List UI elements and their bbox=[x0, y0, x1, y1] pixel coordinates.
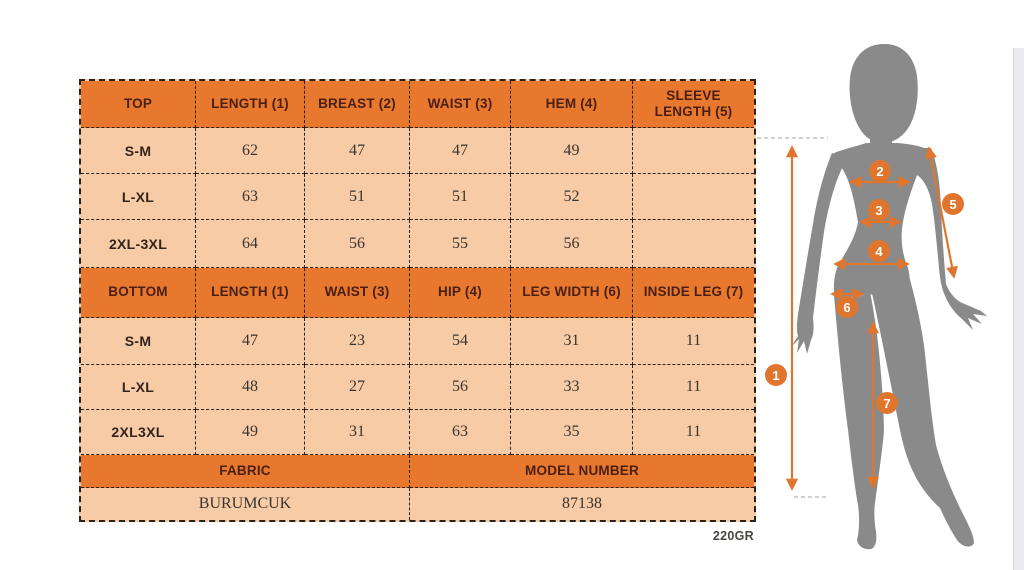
size-cell: S-M bbox=[81, 128, 196, 174]
value-cell: 23 bbox=[305, 318, 410, 365]
value-cell: 31 bbox=[305, 410, 410, 455]
top-header-hem: HEM (4) bbox=[511, 81, 633, 128]
value-cell: 49 bbox=[196, 410, 305, 455]
value-cell: 27 bbox=[305, 365, 410, 410]
model-number-header: MODEL NUMBER bbox=[410, 455, 754, 488]
value-cell: 31 bbox=[511, 318, 633, 365]
value-cell: 11 bbox=[633, 365, 754, 410]
value-cell: 56 bbox=[305, 220, 410, 268]
measure-marker-7: 7 bbox=[876, 392, 898, 414]
female-silhouette bbox=[791, 44, 987, 549]
value-cell-empty bbox=[633, 174, 754, 220]
bottom-header-legwidth: LEG WIDTH (6) bbox=[511, 268, 633, 318]
value-cell: 64 bbox=[196, 220, 305, 268]
bottom-header-hip: HIP (4) bbox=[410, 268, 511, 318]
measurement-figure bbox=[754, 0, 1024, 570]
value-cell: 11 bbox=[633, 318, 754, 365]
top-header-sleeve: SLEEVE LENGTH (5) bbox=[633, 81, 754, 128]
value-cell: 62 bbox=[196, 128, 305, 174]
model-number-value: 87138 bbox=[410, 488, 754, 520]
value-cell: 54 bbox=[410, 318, 511, 365]
bottom-header-waist: WAIST (3) bbox=[305, 268, 410, 318]
bottom-header-section: BOTTOM bbox=[81, 268, 196, 318]
value-cell: 47 bbox=[305, 128, 410, 174]
value-cell: 51 bbox=[410, 174, 511, 220]
bottom-header-length: LENGTH (1) bbox=[196, 268, 305, 318]
value-cell: 56 bbox=[511, 220, 633, 268]
size-cell: L-XL bbox=[81, 365, 196, 410]
value-cell-empty bbox=[633, 220, 754, 268]
bottom-header-insideleg: INSIDE LEG (7) bbox=[633, 268, 754, 318]
value-cell: 63 bbox=[196, 174, 305, 220]
size-cell: 2XL3XL bbox=[81, 410, 196, 455]
top-header-length: LENGTH (1) bbox=[196, 81, 305, 128]
value-cell: 35 bbox=[511, 410, 633, 455]
measure-marker-2: 2 bbox=[869, 160, 891, 182]
fabric-value: BURUMCUK bbox=[81, 488, 410, 520]
value-cell: 48 bbox=[196, 365, 305, 410]
measure-marker-5: 5 bbox=[942, 193, 964, 215]
top-header-breast: BREAST (2) bbox=[305, 81, 410, 128]
size-cell: L-XL bbox=[81, 174, 196, 220]
measure-marker-1: 1 bbox=[765, 364, 787, 386]
fabric-weight-note: 220GR bbox=[712, 529, 754, 543]
measure-marker-3: 3 bbox=[868, 199, 890, 221]
female-silhouette-graphic bbox=[754, 0, 1024, 570]
measure-marker-6: 6 bbox=[836, 296, 858, 318]
value-cell: 11 bbox=[633, 410, 754, 455]
value-cell: 47 bbox=[196, 318, 305, 365]
top-header-section: TOP bbox=[81, 81, 196, 128]
size-cell: S-M bbox=[81, 318, 196, 365]
size-cell: 2XL-3XL bbox=[81, 220, 196, 268]
value-cell: 49 bbox=[511, 128, 633, 174]
size-table bbox=[79, 79, 756, 522]
measure-marker-4: 4 bbox=[868, 240, 890, 262]
top-header-waist: WAIST (3) bbox=[410, 81, 511, 128]
fabric-header: FABRIC bbox=[81, 455, 410, 488]
value-cell: 51 bbox=[305, 174, 410, 220]
value-cell: 47 bbox=[410, 128, 511, 174]
value-cell: 52 bbox=[511, 174, 633, 220]
value-cell: 55 bbox=[410, 220, 511, 268]
page-edge-strip bbox=[1013, 48, 1024, 570]
value-cell: 56 bbox=[410, 365, 511, 410]
value-cell: 63 bbox=[410, 410, 511, 455]
value-cell: 33 bbox=[511, 365, 633, 410]
value-cell-empty bbox=[633, 128, 754, 174]
